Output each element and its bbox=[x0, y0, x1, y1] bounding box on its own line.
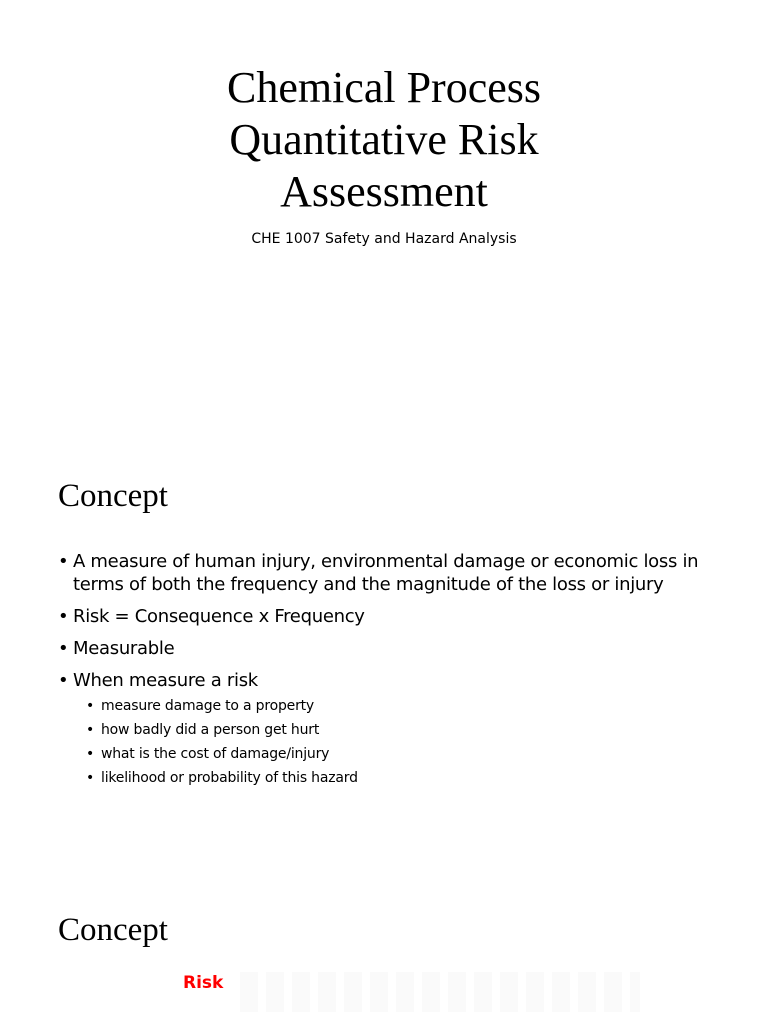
title-line-3: Assessment bbox=[280, 167, 488, 216]
concept-slide-2 bbox=[0, 862, 768, 1024]
risk-label: Risk bbox=[183, 973, 224, 993]
bullet-item-definition: • A measure of human injury, environmental damage or economic loss in terms of both the frequency and the magnitude of the loss or injury bbox=[58, 550, 738, 596]
bullet-item-measurable: • Measurable bbox=[58, 637, 738, 660]
bullet-item-formula: • Risk = Consequence x Frequency bbox=[58, 605, 738, 628]
title-line-1: Chemical Process bbox=[226, 63, 542, 112]
bullet-list bbox=[58, 550, 738, 797]
sub-bullet-item: • how badly did a person get hurt bbox=[86, 720, 738, 740]
bullet-item-when-measure bbox=[58, 669, 738, 788]
sub-bullet-item: • measure damage to a property bbox=[86, 696, 738, 716]
concept-heading-2: Concept bbox=[58, 912, 168, 948]
slide-title bbox=[84, 62, 684, 218]
slide-subtitle: CHE 1007 Safety and Hazard Analysis bbox=[251, 231, 517, 247]
title-line-2: Quantitative Risk bbox=[229, 115, 539, 164]
concept-heading: Concept bbox=[58, 478, 168, 514]
faded-placeholder-text bbox=[240, 972, 640, 1012]
sub-bullet-item: • likelihood or probability of this hazard bbox=[86, 768, 738, 788]
concept-slide bbox=[0, 430, 768, 862]
sub-bullet-list bbox=[86, 696, 738, 788]
title-slide bbox=[0, 0, 768, 430]
bullet-item-label: When measure a risk bbox=[73, 670, 258, 691]
sub-bullet-item: • what is the cost of damage/injury bbox=[86, 744, 738, 764]
